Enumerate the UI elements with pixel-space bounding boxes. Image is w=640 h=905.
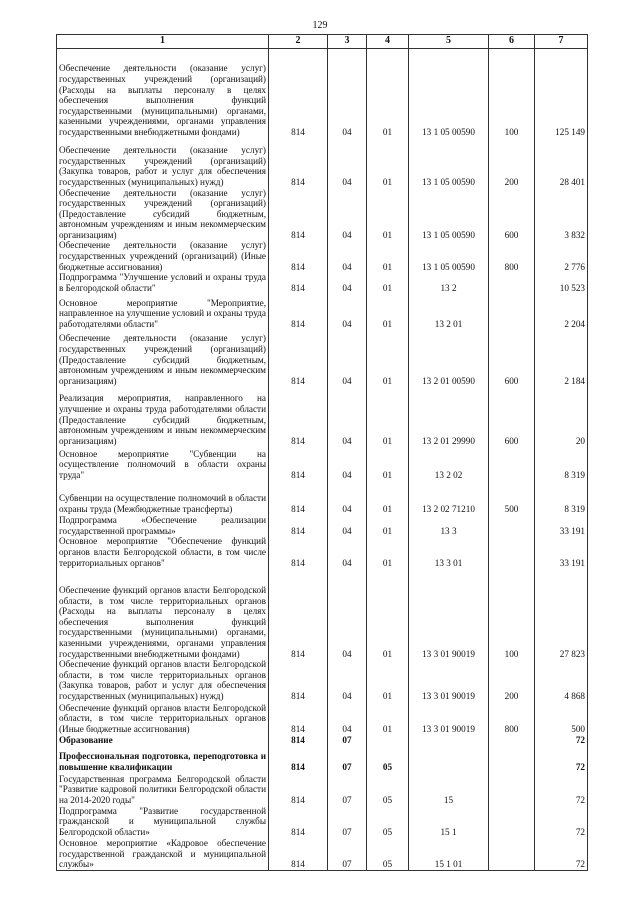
- cell-target-item: 13 3 01 90019: [409, 659, 489, 701]
- cell-target-item: 13 2: [409, 272, 489, 293]
- cell-section-code: 07: [328, 837, 367, 870]
- cell-section-code: 04: [328, 293, 367, 329]
- cell-expense-type: [489, 514, 535, 536]
- table-row: [57, 837, 588, 870]
- cell-amount: 2 204: [535, 293, 588, 329]
- cell-amount: 4 868: [535, 659, 588, 701]
- table-row: [57, 735, 588, 746]
- cell-amount: 2 776: [535, 240, 588, 272]
- cell-section-code: 07: [328, 773, 367, 806]
- cell-ministry-code: 814: [269, 568, 328, 659]
- cell-amount: 72: [535, 773, 588, 806]
- cell-amount: 500: [535, 702, 588, 735]
- cell-amount: 8 319: [535, 446, 588, 480]
- header-col-2: 2: [269, 35, 328, 49]
- cell-amount: 3 832: [535, 188, 588, 241]
- cell-ministry-code: 814: [269, 746, 328, 773]
- cell-expense-type: 600: [489, 386, 535, 446]
- cell-expense-type: [489, 446, 535, 480]
- cell-subsection-code: 01: [367, 659, 409, 701]
- cell-section-code: 04: [328, 514, 367, 536]
- row-description: Подпрограмма «Обеспечение реализации государственной программы»: [57, 514, 269, 536]
- row-description: Обеспечение деятельности (оказание услуг) государственных учреждений (организаций) (Закупка товаров, работ и услуг для обеспечения государственных (муниципальных) нужд): [57, 138, 269, 188]
- row-description: Образование: [57, 735, 269, 746]
- cell-ministry-code: 814: [269, 329, 328, 386]
- cell-ministry-code: 814: [269, 293, 328, 329]
- cell-section-code: 04: [328, 49, 367, 138]
- cell-target-item: 13 3 01: [409, 536, 489, 568]
- cell-target-item: 13 1 05 00590: [409, 188, 489, 241]
- table-row: [57, 188, 588, 241]
- cell-ministry-code: 814: [269, 773, 328, 806]
- table-row: [57, 480, 588, 514]
- cell-target-item: [409, 735, 489, 746]
- cell-section-code: 04: [328, 272, 367, 293]
- cell-expense-type: [489, 536, 535, 568]
- budget-table: [56, 34, 588, 871]
- cell-ministry-code: 814: [269, 446, 328, 480]
- cell-amount: 8 319: [535, 480, 588, 514]
- cell-target-item: [409, 746, 489, 773]
- cell-amount: 2 184: [535, 329, 588, 386]
- cell-expense-type: 100: [489, 568, 535, 659]
- cell-expense-type: [489, 293, 535, 329]
- cell-expense-type: [489, 773, 535, 806]
- cell-target-item: 15: [409, 773, 489, 806]
- cell-section-code: 04: [328, 659, 367, 701]
- cell-target-item: 13 2 02: [409, 446, 489, 480]
- table-row: [57, 536, 588, 568]
- cell-section-code: 07: [328, 746, 367, 773]
- cell-ministry-code: 814: [269, 659, 328, 701]
- table-row: [57, 746, 588, 773]
- cell-target-item: 13 2 01 29990: [409, 386, 489, 446]
- cell-section-code: 04: [328, 480, 367, 514]
- cell-section-code: 04: [328, 536, 367, 568]
- header-col-3: 3: [328, 35, 367, 49]
- table-row: [57, 446, 588, 480]
- cell-section-code: 04: [328, 240, 367, 272]
- row-description: Подпрограмма "Развитие государственной гражданской и муниципальной службы Белгородской области»: [57, 806, 269, 838]
- row-description: Обеспечение деятельности (оказание услуг) государственных учреждений (организаций) (Предоставление субсидий бюджетным, автономным учреждениям и иным некоммерческим организациям): [57, 329, 269, 386]
- cell-expense-type: [489, 746, 535, 773]
- cell-ministry-code: 814: [269, 188, 328, 241]
- cell-amount: 20: [535, 386, 588, 446]
- row-description: Обеспечение деятельности (оказание услуг) государственных учреждений (организаций) (Расходы на выплаты персоналу в целях обеспечения выполнения функций государственными (муниципальными) органами, казенными учреждениями, органами управления государственными внебюджетными фондами): [57, 49, 269, 138]
- row-description: Государственная программа Белгородской области "Развитие кадровой политики Белгородской области на 2014-2020 годы": [57, 773, 269, 806]
- cell-subsection-code: 01: [367, 386, 409, 446]
- row-description: Обеспечение деятельности (оказание услуг) государственных учреждений (организаций) (Иные бюджетные ассигнования): [57, 240, 269, 272]
- cell-ministry-code: 814: [269, 480, 328, 514]
- cell-subsection-code: 01: [367, 480, 409, 514]
- cell-target-item: 13 1 05 00590: [409, 240, 489, 272]
- cell-section-code: 04: [328, 446, 367, 480]
- cell-ministry-code: 814: [269, 138, 328, 188]
- cell-subsection-code: 01: [367, 272, 409, 293]
- cell-amount: 125 149: [535, 49, 588, 138]
- cell-subsection-code: 05: [367, 773, 409, 806]
- cell-expense-type: [489, 272, 535, 293]
- cell-section-code: 04: [328, 329, 367, 386]
- cell-section-code: 04: [328, 702, 367, 735]
- row-description: Обеспечение функций органов власти Белгородской области, в том числе территориальных органов (Закупка товаров, работ и услуг для обеспечения государственных (муниципальных) нужд): [57, 659, 269, 701]
- table-row: [57, 773, 588, 806]
- table-row: [57, 240, 588, 272]
- cell-section-code: 04: [328, 188, 367, 241]
- cell-target-item: 13 3 01 90019: [409, 702, 489, 735]
- cell-target-item: 13 1 05 00590: [409, 138, 489, 188]
- row-description: Обеспечение деятельности (оказание услуг) государственных учреждений (организаций) (Предоставление субсидий бюджетным, автономным учреждениям и иным некоммерческим организациям): [57, 188, 269, 241]
- cell-subsection-code: 01: [367, 293, 409, 329]
- cell-expense-type: 600: [489, 329, 535, 386]
- cell-ministry-code: 814: [269, 702, 328, 735]
- cell-subsection-code: 01: [367, 536, 409, 568]
- table-row: [57, 272, 588, 293]
- cell-subsection-code: 01: [367, 329, 409, 386]
- table-row: [57, 514, 588, 536]
- cell-section-code: 07: [328, 735, 367, 746]
- cell-amount: 72: [535, 746, 588, 773]
- row-description: Профессиональная подготовка, переподготовка и повышение квалификации: [57, 746, 269, 773]
- cell-ministry-code: 814: [269, 735, 328, 746]
- cell-target-item: 13 3: [409, 514, 489, 536]
- cell-amount: 28 401: [535, 138, 588, 188]
- cell-amount: 72: [535, 837, 588, 870]
- cell-expense-type: 200: [489, 659, 535, 701]
- header-col-1: 1: [57, 35, 269, 49]
- cell-expense-type: 800: [489, 240, 535, 272]
- cell-subsection-code: 01: [367, 446, 409, 480]
- cell-target-item: 13 3 01 90019: [409, 568, 489, 659]
- header-col-6: 6: [489, 35, 535, 49]
- cell-amount: 72: [535, 735, 588, 746]
- cell-ministry-code: 814: [269, 806, 328, 838]
- table-row: [57, 49, 588, 138]
- cell-expense-type: 100: [489, 49, 535, 138]
- header-col-5: 5: [409, 35, 489, 49]
- cell-ministry-code: 814: [269, 536, 328, 568]
- cell-expense-type: 200: [489, 138, 535, 188]
- cell-ministry-code: 814: [269, 837, 328, 870]
- cell-subsection-code: 05: [367, 746, 409, 773]
- cell-ministry-code: 814: [269, 49, 328, 138]
- row-description: Основное мероприятие "Субвенции на осуществление полномочий в области охраны труда": [57, 446, 269, 480]
- cell-amount: 10 523: [535, 272, 588, 293]
- row-description: Субвенции на осуществление полномочий в области охраны труда (Межбюджетные трансферты): [57, 480, 269, 514]
- table-row: [57, 568, 588, 659]
- cell-subsection-code: [367, 735, 409, 746]
- cell-section-code: 04: [328, 386, 367, 446]
- cell-subsection-code: 01: [367, 568, 409, 659]
- cell-target-item: 15 1 01: [409, 837, 489, 870]
- cell-expense-type: [489, 806, 535, 838]
- cell-ministry-code: 814: [269, 514, 328, 536]
- table-row: [57, 386, 588, 446]
- cell-target-item: 13 2 01: [409, 293, 489, 329]
- cell-ministry-code: 814: [269, 240, 328, 272]
- table-row: [57, 138, 588, 188]
- cell-target-item: 15 1: [409, 806, 489, 838]
- cell-subsection-code: 01: [367, 514, 409, 536]
- cell-amount: 27 823: [535, 568, 588, 659]
- cell-subsection-code: 01: [367, 188, 409, 241]
- cell-subsection-code: 01: [367, 702, 409, 735]
- cell-section-code: 04: [328, 138, 367, 188]
- table-header-row: [57, 35, 588, 49]
- page-number: 129: [312, 20, 328, 31]
- cell-target-item: 13 2 01 00590: [409, 329, 489, 386]
- cell-subsection-code: 01: [367, 138, 409, 188]
- cell-amount: 72: [535, 806, 588, 838]
- header-col-7: 7: [535, 35, 588, 49]
- cell-ministry-code: 814: [269, 386, 328, 446]
- row-description: Основное мероприятие "Обеспечение функций органов власти Белгородской области, в том числе территориальных органов": [57, 536, 269, 568]
- cell-expense-type: 500: [489, 480, 535, 514]
- table-row: [57, 329, 588, 386]
- cell-subsection-code: 01: [367, 240, 409, 272]
- cell-target-item: 13 2 02 71210: [409, 480, 489, 514]
- cell-section-code: 07: [328, 806, 367, 838]
- cell-expense-type: [489, 735, 535, 746]
- cell-target-item: 13 1 05 00590: [409, 49, 489, 138]
- row-description: Основное мероприятие "Мероприятие, направленное на улучшение условий и охраны труда работодателями области": [57, 293, 269, 329]
- row-description: Основное мероприятие «Кадровое обеспечение государственной гражданской и муниципальной службы»: [57, 837, 269, 870]
- table-row: [57, 806, 588, 838]
- table-row: [57, 659, 588, 701]
- row-description: Подпрограмма "Улучшение условий и охраны труда в Белгородской области": [57, 272, 269, 293]
- cell-ministry-code: 814: [269, 272, 328, 293]
- cell-amount: 33 191: [535, 514, 588, 536]
- cell-section-code: 04: [328, 568, 367, 659]
- table-row: [57, 702, 588, 735]
- cell-amount: 33 191: [535, 536, 588, 568]
- cell-expense-type: 600: [489, 188, 535, 241]
- row-description: Обеспечение функций органов власти Белгородской области, в том числе территориальных органов (Иные бюджетные ассигнования): [57, 702, 269, 735]
- row-description: Обеспечение функций органов власти Белгородской области, в том числе территориальных органов (Расходы на выплаты персоналу в целях обеспечения выполнения функций государственными (муниципальными) органами, казенными учреждениями, органами управления государственными внебюджетными фондами): [57, 568, 269, 659]
- table-row: [57, 293, 588, 329]
- cell-subsection-code: 05: [367, 806, 409, 838]
- cell-expense-type: [489, 837, 535, 870]
- header-col-4: 4: [367, 35, 409, 49]
- row-description: Реализация мероприятия, направленного на улучшение и охраны труда работодателями области (Предоставление субсидий бюджетным, автономным учреждениям и иным некоммерческим организациям): [57, 386, 269, 446]
- cell-expense-type: 800: [489, 702, 535, 735]
- cell-subsection-code: 01: [367, 49, 409, 138]
- cell-subsection-code: 05: [367, 837, 409, 870]
